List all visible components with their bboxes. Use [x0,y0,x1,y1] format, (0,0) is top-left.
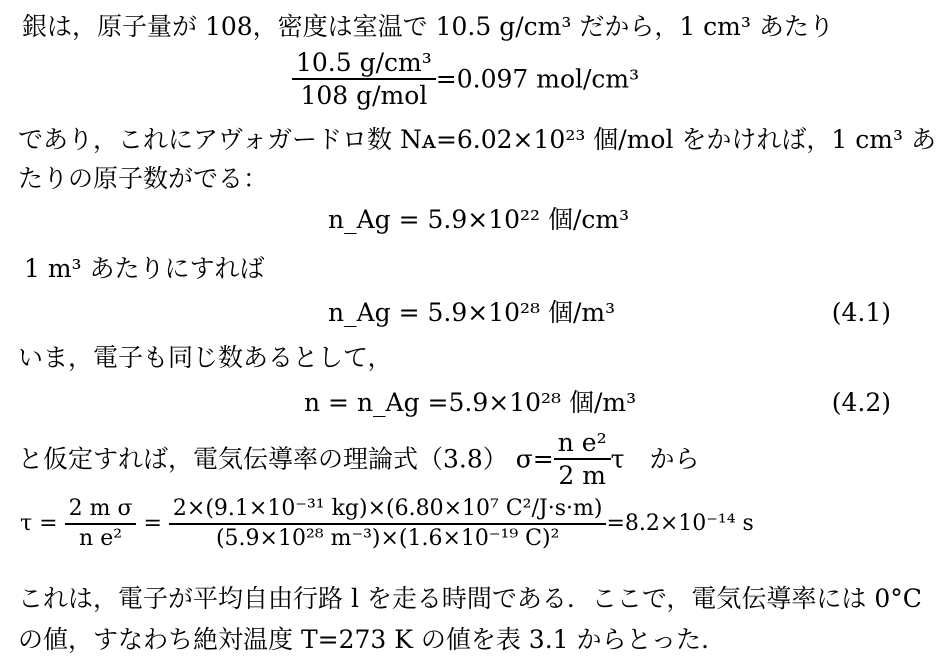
fraction-denominator: n e² [65,523,137,550]
equation-4-1: n_Ag = 5.9×10²⁸ 個/m³ [328,298,616,327]
paragraph-line-3: たりの原子数がでる： [18,164,269,193]
fraction-numerator: 10.5 g/cm³ [296,48,432,77]
fraction-numerator: n e² [557,428,607,457]
fraction-denominator: 108 g/mol [292,78,436,108]
tau-fraction-2 [169,498,607,550]
fraction-numerator: 2 m σ [68,496,133,521]
equation-number-4-1: (4.1) [831,298,891,327]
paragraph-line-7: これは，電子が平均自由行路 l を走る時間である．ここで，電気伝導率には 0°C [18,584,922,613]
paragraph-line-2: であり，これにアヴォガードロ数 Nᴀ=6.02×10²³ 個/mol をかければ，1 cm³ あ [18,125,936,154]
paragraph-line-1: 銀は，原子量が 108，密度は室温で 10.5 g/cm³ だから，1 cm³ あたり [22,12,834,41]
fraction-denominator: (5.9×10²⁸ m⁻³)×(1.6×10⁻¹⁹ C)² [169,523,607,550]
equation-rhs: =0.097 mol/cm³ [435,64,640,94]
tau-result: =8.2×10⁻¹⁴ s [606,511,754,536]
equation-4-2: n = n_Ag =5.9×10²⁸ 個/m³ [304,388,637,417]
equation-tau [20,498,754,550]
fraction-numerator: 2×(9.1×10⁻³¹ kg)×(6.80×10⁷ C²/J·s·m) [172,496,603,521]
equation-fraction [292,50,436,108]
paragraph-line-5: いま，電子も同じ数あるとして， [18,343,393,372]
paragraph-line-6-text: と仮定すれば，電気伝導率の理論式（3.8） σ= [18,444,554,474]
conductivity-fraction [554,430,611,488]
paragraph-line-4: 1 m³ あたりにすれば [24,254,265,283]
equation-molar-density [292,50,639,108]
equation-nag-per-cm3: n_Ag = 5.9×10²² 個/cm³ [328,205,630,234]
paragraph-line-6 [18,430,699,488]
tau-lhs: τ = [20,511,58,536]
equation-number-4-2: (4.2) [831,388,891,417]
tau-fraction-1 [65,498,137,550]
fraction-denominator: 2 m [554,458,611,488]
paragraph-line-6-tail: τ から [610,444,700,474]
paragraph-line-8: の値，すなわち絶対温度 T=273 K の値を表 3.1 からとった. [18,625,709,654]
tau-equals: = [143,511,162,536]
